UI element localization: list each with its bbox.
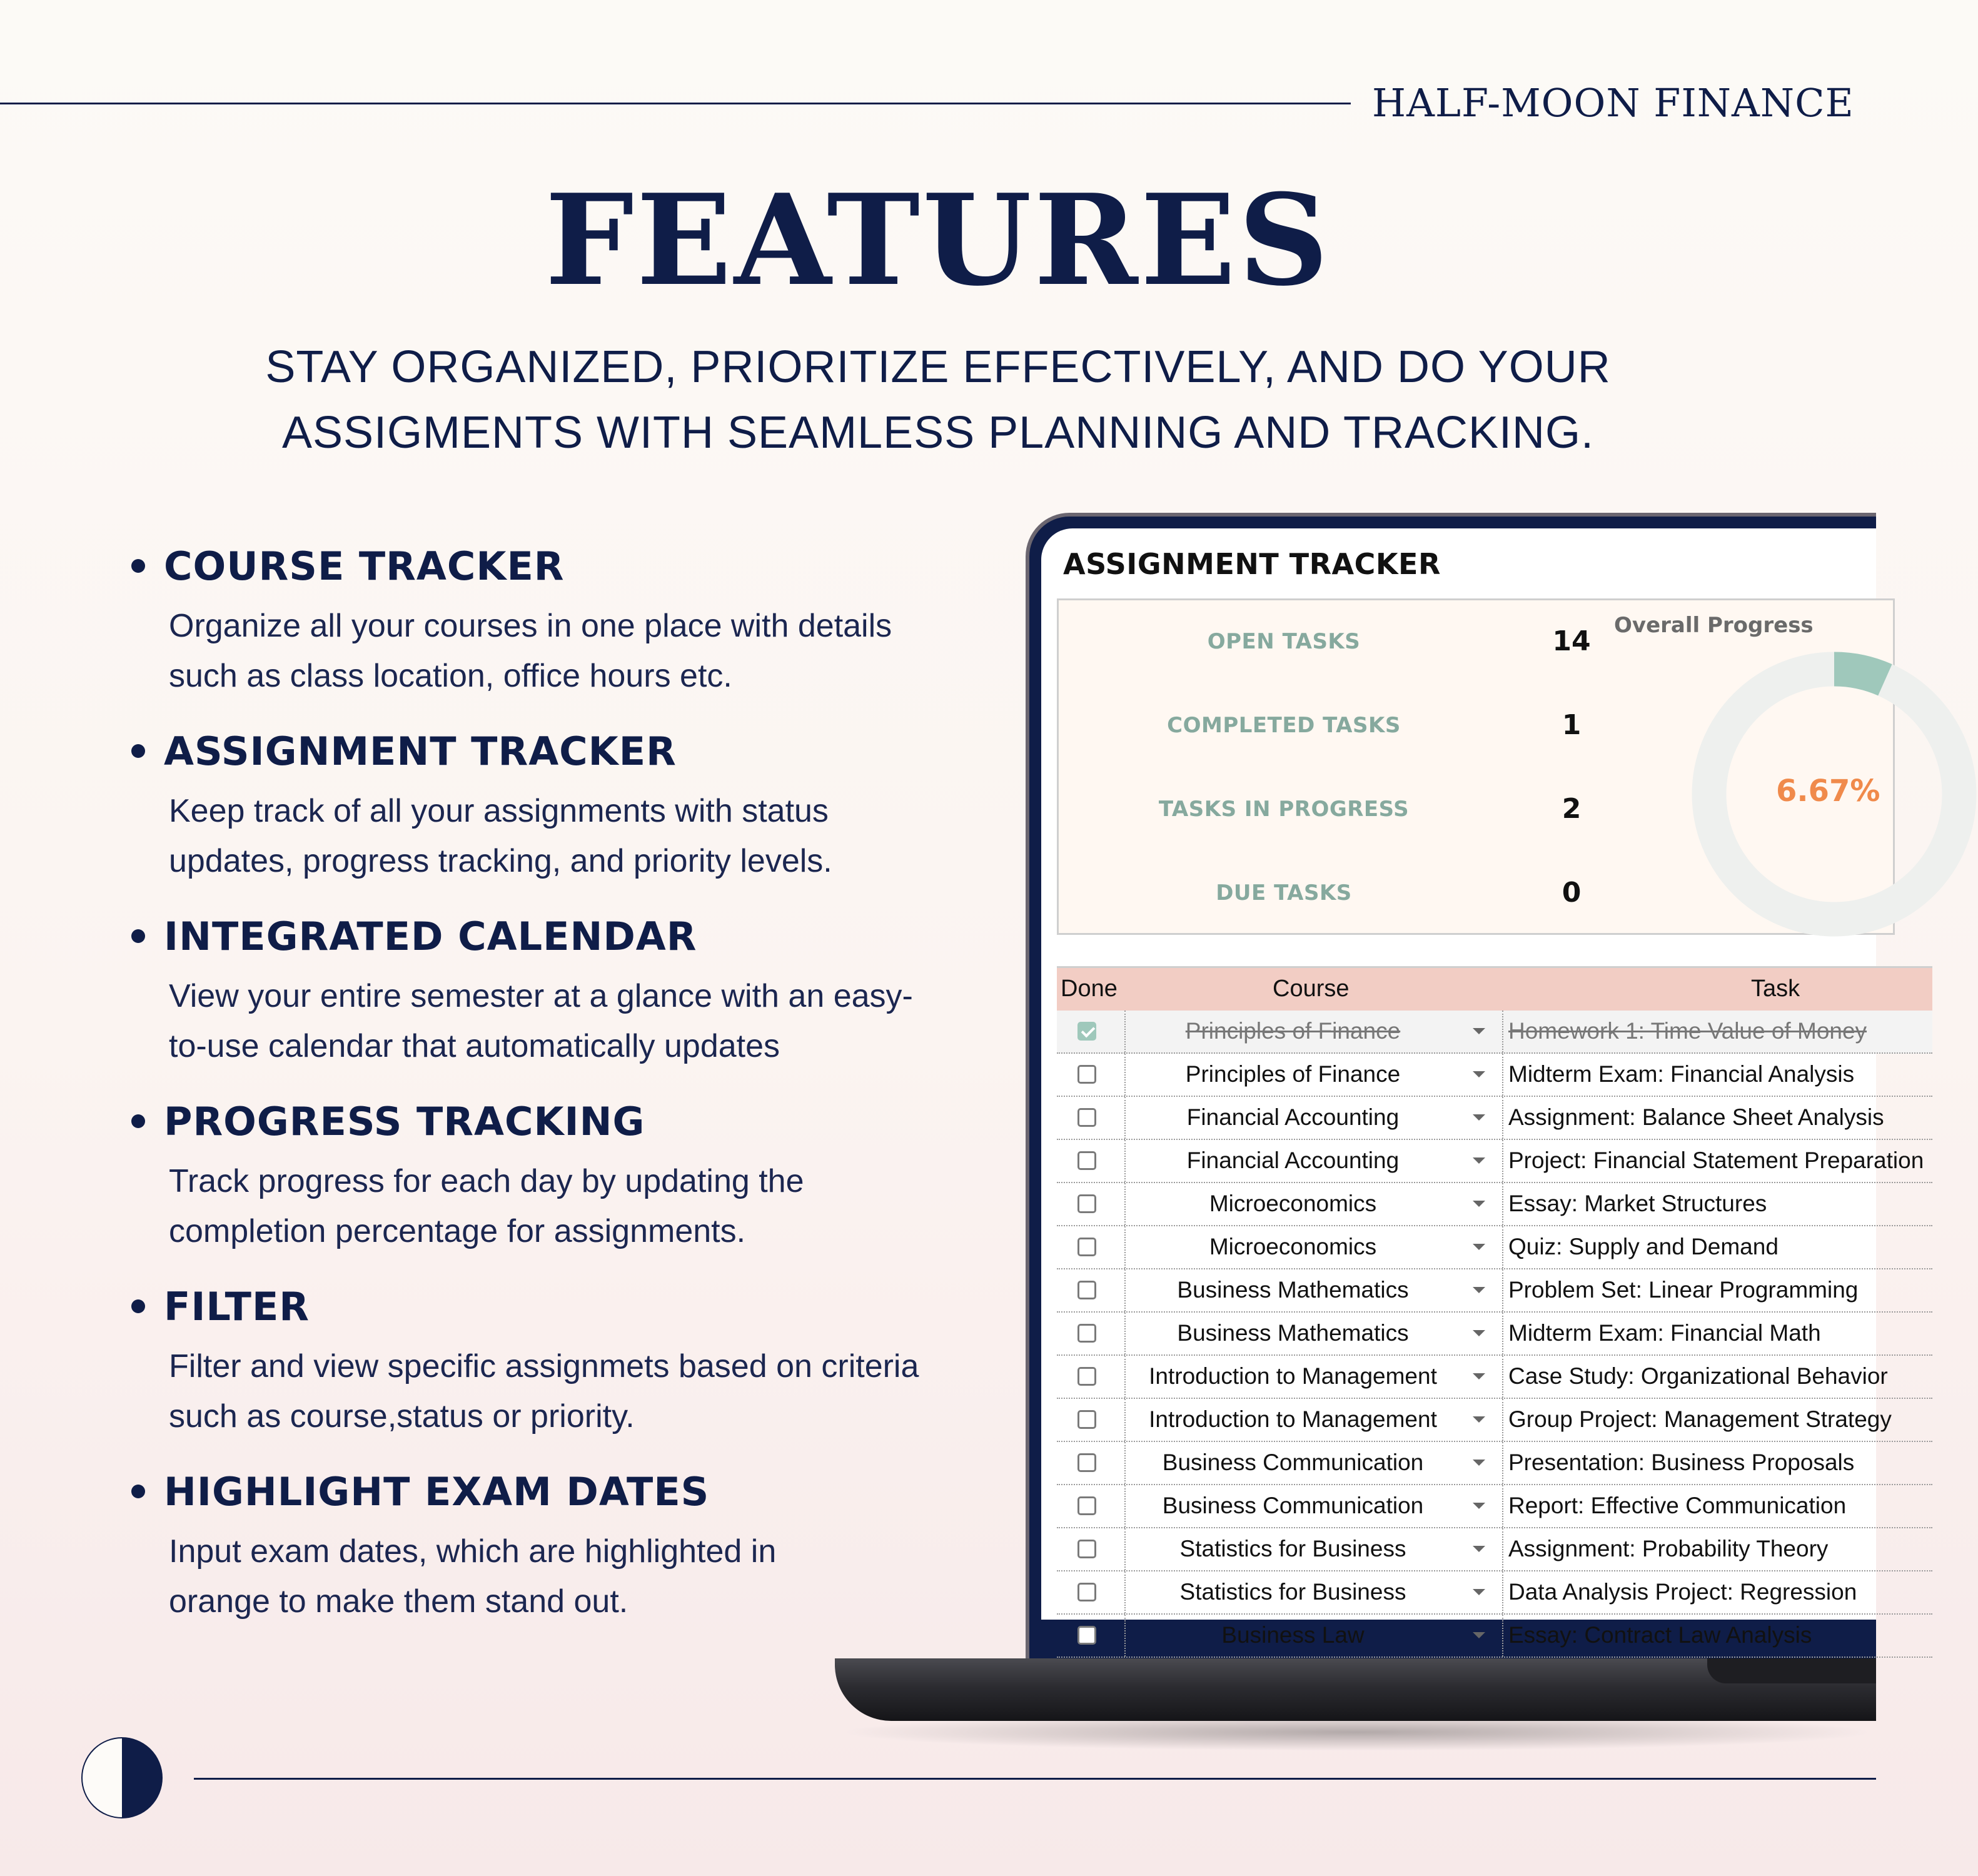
cell-divider bbox=[1502, 1226, 1503, 1268]
course-cell[interactable]: Principles of Finance bbox=[1185, 1061, 1401, 1087]
done-checkbox[interactable] bbox=[1077, 1410, 1096, 1429]
overall-progress-label: Overall Progress bbox=[1614, 613, 1814, 638]
task-cell[interactable]: Problem Set: Linear Programming bbox=[1508, 1277, 1859, 1303]
feature-description bbox=[169, 782, 1019, 905]
bullet-icon bbox=[131, 559, 145, 573]
table-row bbox=[1057, 1442, 1932, 1485]
dropdown-caret-icon[interactable] bbox=[1473, 1416, 1485, 1423]
feature-title: FILTER bbox=[164, 1283, 310, 1329]
task-cell[interactable]: Group Project: Management Strategy bbox=[1508, 1406, 1892, 1432]
table-row bbox=[1057, 1269, 1932, 1313]
course-cell[interactable]: Business Mathematics bbox=[1177, 1277, 1409, 1303]
bullet-icon bbox=[131, 1485, 145, 1498]
done-checkbox[interactable] bbox=[1077, 1626, 1096, 1645]
done-checkbox[interactable] bbox=[1077, 1583, 1096, 1601]
dropdown-caret-icon[interactable] bbox=[1473, 1589, 1485, 1595]
task-cell[interactable]: Assignment: Balance Sheet Analysis bbox=[1508, 1104, 1884, 1130]
feature-title: PROGRESS TRACKING bbox=[164, 1098, 645, 1144]
feature-description-line: Track progress for each day by updating the bbox=[169, 1163, 804, 1199]
table-row bbox=[1057, 1356, 1932, 1399]
table-row bbox=[1057, 1615, 1932, 1658]
cell-divider bbox=[1502, 1097, 1503, 1139]
feature-item bbox=[131, 905, 1019, 1090]
laptop-notch bbox=[1707, 1658, 1876, 1683]
task-cell[interactable]: Data Analysis Project: Regression bbox=[1508, 1579, 1857, 1605]
table-row bbox=[1057, 1528, 1932, 1571]
stat-value-open: 14 bbox=[1552, 625, 1591, 657]
bullet-icon bbox=[131, 744, 145, 758]
cell-divider bbox=[1502, 1011, 1503, 1052]
subtitle-line-1: STAY ORGANIZED, PRIORITIZE EFFECTIVELY, AND DO YOUR bbox=[265, 342, 1611, 392]
page-title: FEATURES bbox=[545, 167, 1331, 314]
dropdown-caret-icon[interactable] bbox=[1473, 1287, 1485, 1293]
dropdown-caret-icon[interactable] bbox=[1473, 1460, 1485, 1466]
table-header bbox=[1057, 966, 1932, 1011]
course-cell[interactable]: Introduction to Management bbox=[1149, 1363, 1437, 1389]
course-cell[interactable]: Microeconomics bbox=[1209, 1191, 1377, 1216]
course-cell[interactable]: Statistics for Business bbox=[1179, 1579, 1406, 1605]
laptop-screen bbox=[1041, 528, 1924, 1648]
cell-divider bbox=[1502, 1054, 1503, 1096]
progress-ring-fill bbox=[1834, 669, 1885, 680]
task-cell[interactable]: Presentation: Business Proposals bbox=[1508, 1450, 1855, 1475]
table-row bbox=[1057, 1054, 1932, 1097]
table-row bbox=[1057, 1485, 1932, 1528]
task-cell[interactable]: Essay: Contract Law Analysis bbox=[1508, 1622, 1812, 1648]
column-header-course: Course bbox=[1273, 976, 1350, 1002]
feature-description-line: updates, progress tracking, and priority levels. bbox=[169, 843, 832, 879]
done-checkbox[interactable] bbox=[1077, 1281, 1096, 1299]
sheet-title: ASSIGNMENT TRACKER bbox=[1063, 547, 1441, 581]
feature-title: INTEGRATED CALENDAR bbox=[164, 913, 697, 959]
dropdown-caret-icon[interactable] bbox=[1473, 1546, 1485, 1552]
task-cell[interactable]: Homework 1: Time Value of Money bbox=[1508, 1018, 1867, 1044]
feature-title: COURSE TRACKER bbox=[164, 543, 565, 589]
dropdown-caret-icon[interactable] bbox=[1473, 1157, 1485, 1164]
dropdown-caret-icon[interactable] bbox=[1473, 1244, 1485, 1250]
done-checkbox[interactable] bbox=[1077, 1367, 1096, 1386]
table-row bbox=[1057, 1226, 1932, 1269]
feature-description-line: Filter and view specific assignmets based on criteria bbox=[169, 1348, 919, 1384]
course-cell[interactable]: Business Communication bbox=[1162, 1493, 1424, 1518]
task-cell[interactable]: Quiz: Supply and Demand bbox=[1508, 1234, 1779, 1259]
task-cell[interactable]: Midterm Exam: Financial Analysis bbox=[1508, 1061, 1855, 1087]
course-cell[interactable]: Financial Accounting bbox=[1186, 1147, 1400, 1173]
cell-divider bbox=[1502, 1528, 1503, 1570]
course-cell[interactable]: Financial Accounting bbox=[1186, 1104, 1400, 1130]
cell-divider bbox=[1502, 1269, 1503, 1311]
feature-description-line: such as class location, office hours etc. bbox=[169, 658, 732, 694]
feature-item bbox=[131, 1090, 1019, 1275]
feature-description-line: orange to make them stand out. bbox=[169, 1583, 628, 1620]
dropdown-caret-icon[interactable] bbox=[1473, 1373, 1485, 1379]
feature-description bbox=[169, 1338, 1019, 1460]
assignment-table bbox=[1057, 966, 1932, 1658]
done-checkbox[interactable] bbox=[1077, 1238, 1096, 1256]
bullet-icon bbox=[131, 929, 145, 943]
dropdown-caret-icon[interactable] bbox=[1473, 1114, 1485, 1121]
bullet-icon bbox=[131, 1299, 145, 1313]
cell-divider bbox=[1502, 1140, 1503, 1182]
stat-value-due: 0 bbox=[1562, 877, 1582, 909]
cell-divider bbox=[1502, 1356, 1503, 1398]
task-cell[interactable]: Case Study: Organizational Behavior bbox=[1508, 1363, 1888, 1389]
done-checkbox[interactable] bbox=[1077, 1151, 1096, 1170]
course-cell[interactable]: Microeconomics bbox=[1209, 1234, 1377, 1259]
feature-description-line: completion percentage for assignments. bbox=[169, 1213, 746, 1249]
column-header-task: Task bbox=[1751, 976, 1800, 1002]
stat-label-in-progress: TASKS IN PROGRESS bbox=[1158, 797, 1410, 822]
feature-description bbox=[169, 967, 1019, 1090]
course-cell[interactable]: Introduction to Management bbox=[1149, 1406, 1437, 1432]
feature-description-line: to-use calendar that automatically updates bbox=[169, 1028, 780, 1064]
cell-divider bbox=[1502, 1485, 1503, 1527]
stat-value-completed: 1 bbox=[1562, 709, 1582, 741]
dropdown-caret-icon[interactable] bbox=[1473, 1071, 1485, 1077]
cell-divider bbox=[1502, 1442, 1503, 1484]
dropdown-caret-icon[interactable] bbox=[1473, 1201, 1485, 1207]
cell-divider bbox=[1502, 1313, 1503, 1354]
top-divider bbox=[0, 103, 1351, 104]
done-checkbox[interactable] bbox=[1077, 1065, 1096, 1084]
table-row bbox=[1057, 1183, 1932, 1226]
cell-divider bbox=[1502, 1571, 1503, 1613]
course-cell[interactable]: Principles of Finance bbox=[1185, 1018, 1401, 1044]
stat-label-completed: COMPLETED TASKS bbox=[1167, 713, 1401, 738]
dropdown-caret-icon[interactable] bbox=[1473, 1028, 1485, 1034]
done-checkbox[interactable] bbox=[1077, 1108, 1096, 1127]
table-row bbox=[1057, 1571, 1932, 1615]
task-cell[interactable]: Assignment: Probability Theory bbox=[1508, 1536, 1829, 1561]
feature-item bbox=[131, 1460, 1019, 1645]
feature-title: HIGHLIGHT EXAM DATES bbox=[164, 1468, 710, 1515]
done-checkbox[interactable] bbox=[1077, 1194, 1096, 1213]
task-cell[interactable]: Project: Financial Statement Preparation bbox=[1508, 1147, 1924, 1173]
dropdown-caret-icon[interactable] bbox=[1473, 1503, 1485, 1509]
table-row bbox=[1057, 1313, 1932, 1356]
stat-value-in-progress: 2 bbox=[1562, 793, 1582, 825]
dropdown-caret-icon[interactable] bbox=[1473, 1330, 1485, 1336]
page-subtitle bbox=[250, 335, 1626, 466]
task-cell[interactable]: Report: Effective Communication bbox=[1508, 1493, 1847, 1518]
table-row bbox=[1057, 1011, 1932, 1054]
feature-description-line: Organize all your courses in one place with details bbox=[169, 608, 892, 644]
feature-description bbox=[169, 597, 1019, 720]
cell-divider bbox=[1502, 1183, 1503, 1225]
brand-name: HALF-MOON FINANCE bbox=[1372, 80, 1854, 126]
done-checkbox[interactable] bbox=[1077, 1324, 1096, 1343]
table-row bbox=[1057, 1140, 1932, 1183]
bottom-divider bbox=[194, 1778, 1876, 1780]
feature-description-line: View your entire semester at a glance with an easy- bbox=[169, 978, 913, 1014]
dropdown-caret-icon[interactable] bbox=[1473, 1632, 1485, 1638]
stat-label-due: DUE TASKS bbox=[1216, 880, 1352, 905]
done-checkbox[interactable] bbox=[1077, 1540, 1096, 1558]
stat-label-open: OPEN TASKS bbox=[1207, 629, 1361, 654]
subtitle-line-2: ASSIGMENTS WITH SEAMLESS PLANNING AND TRACKING. bbox=[281, 408, 1595, 458]
table-row bbox=[1057, 1097, 1932, 1140]
done-checkbox[interactable] bbox=[1077, 1453, 1096, 1472]
bullet-icon bbox=[131, 1114, 145, 1128]
table-body bbox=[1057, 1011, 1932, 1658]
feature-description-line: Input exam dates, which are highlighted in bbox=[169, 1533, 777, 1570]
feature-item bbox=[131, 1275, 1019, 1460]
feature-description bbox=[169, 1152, 1019, 1275]
feature-item bbox=[131, 720, 1019, 905]
course-cell[interactable]: Business Mathematics bbox=[1177, 1320, 1409, 1346]
course-cell[interactable]: Statistics for Business bbox=[1179, 1536, 1406, 1561]
course-cell[interactable]: Business Communication bbox=[1162, 1450, 1424, 1475]
cell-divider bbox=[1502, 1399, 1503, 1441]
feature-description-line: Keep track of all your assignments with status bbox=[169, 793, 829, 829]
feature-description bbox=[169, 1523, 1019, 1645]
cell-divider bbox=[1502, 1615, 1503, 1657]
feature-list bbox=[131, 535, 1019, 1645]
task-cell[interactable]: Midterm Exam: Financial Math bbox=[1508, 1320, 1821, 1346]
done-checkbox[interactable] bbox=[1077, 1496, 1096, 1515]
feature-title: ASSIGNMENT TRACKER bbox=[164, 728, 677, 774]
half-moon-logo-icon bbox=[79, 1735, 164, 1820]
column-header-done: Done bbox=[1061, 976, 1118, 1002]
stats-panel bbox=[1057, 598, 1895, 935]
table-row bbox=[1057, 1399, 1932, 1442]
feature-description-line: such as course,status or priority. bbox=[169, 1398, 635, 1435]
overall-progress-percent: 6.67% bbox=[1776, 774, 1880, 809]
course-cell[interactable]: Business Law bbox=[1221, 1622, 1365, 1648]
feature-item bbox=[131, 535, 1019, 720]
task-cell[interactable]: Essay: Market Structures bbox=[1508, 1191, 1767, 1216]
done-checkbox[interactable] bbox=[1077, 1022, 1096, 1041]
